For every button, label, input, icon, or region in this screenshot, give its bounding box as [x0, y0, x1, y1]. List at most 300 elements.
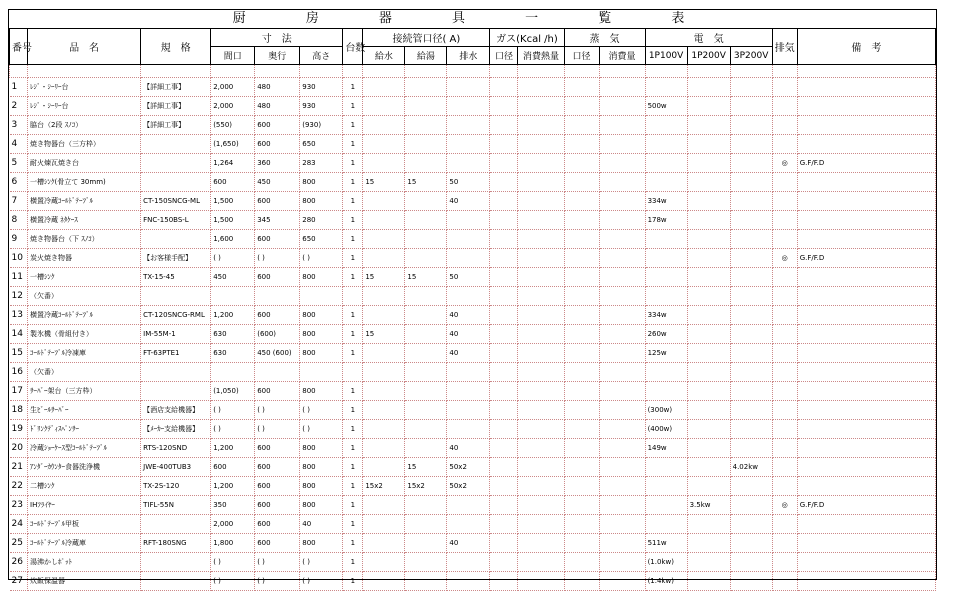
- item-name: ﾄﾞﾘﾝｸﾃﾞｨｽﾍﾟﾝｻｰ: [28, 420, 141, 439]
- row-number: 26: [10, 553, 28, 572]
- gas-port: [490, 401, 518, 420]
- row-number: 1: [10, 78, 28, 97]
- water-supply: [363, 572, 405, 591]
- item-spec: [141, 515, 211, 534]
- table-row: [10, 173, 936, 192]
- exhaust-mark: [772, 268, 797, 287]
- elec-1p100v: [645, 154, 687, 173]
- exhaust-mark: [772, 401, 797, 420]
- elec-1p100v: 260w: [645, 325, 687, 344]
- notes: [797, 439, 935, 458]
- dim-height: 800: [300, 458, 343, 477]
- water-supply: [363, 458, 405, 477]
- elec-1p100v: [645, 230, 687, 249]
- dim-width: 600: [211, 173, 255, 192]
- row-number: 10: [10, 249, 28, 268]
- dim-height: ( ): [300, 401, 343, 420]
- gas-consumption: [518, 420, 564, 439]
- gas-port: [490, 268, 518, 287]
- gas-port: [490, 344, 518, 363]
- header-water-supply: 給水: [363, 47, 405, 65]
- gas-port: [490, 230, 518, 249]
- notes: [797, 116, 935, 135]
- item-name: ｺｰﾙﾄﾞﾃｰﾌﾞﾙ甲板: [28, 515, 141, 534]
- dim-depth: [255, 363, 300, 382]
- gas-port: [490, 154, 518, 173]
- elec-1p200v: [687, 78, 730, 97]
- gas-port: [490, 287, 518, 306]
- row-number: 9: [10, 230, 28, 249]
- water-supply: [363, 249, 405, 268]
- elec-1p200v: 3.5kw: [687, 496, 730, 515]
- item-name: 耐火煉瓦焼き台: [28, 154, 141, 173]
- item-name: 脇台（2段 ｽﾉｺ）: [28, 116, 141, 135]
- row-number: 24: [10, 515, 28, 534]
- dim-depth: ( ): [255, 553, 300, 572]
- elec-1p100v: [645, 287, 687, 306]
- steam-port: [564, 515, 599, 534]
- table-row: [10, 78, 936, 97]
- steam-consumption: [599, 268, 645, 287]
- header-pipe: 接続管口径( A): [363, 29, 490, 47]
- table-row: [10, 553, 936, 572]
- drain: 40: [447, 344, 490, 363]
- exhaust-mark: [772, 230, 797, 249]
- gas-consumption: [518, 268, 564, 287]
- dim-width: (1,050): [211, 382, 255, 401]
- item-spec: 【詳細工事】: [141, 78, 211, 97]
- elec-1p200v: [687, 382, 730, 401]
- item-name: 製氷機（骨組付き）: [28, 325, 141, 344]
- steam-consumption: [599, 572, 645, 591]
- elec-3p200v: [730, 477, 772, 496]
- dim-height: 800: [300, 382, 343, 401]
- hot-water: [405, 534, 447, 553]
- hot-water: [405, 439, 447, 458]
- steam-port: [564, 192, 599, 211]
- dim-width: 630: [211, 344, 255, 363]
- drain: [447, 78, 490, 97]
- hot-water: [405, 344, 447, 363]
- gas-consumption: [518, 401, 564, 420]
- dim-depth: 600: [255, 458, 300, 477]
- row-number: 22: [10, 477, 28, 496]
- quantity: 1: [343, 306, 363, 325]
- exhaust-mark: [772, 382, 797, 401]
- header-steam-port: 口径: [564, 47, 599, 65]
- item-name: 二槽ｼﾝｸ: [28, 477, 141, 496]
- blank-row: [10, 65, 936, 78]
- notes: [797, 515, 935, 534]
- item-spec: FT-63PTE1: [141, 344, 211, 363]
- exhaust-mark: ◎: [772, 496, 797, 515]
- table-row: [10, 192, 936, 211]
- dim-width: 1,500: [211, 192, 255, 211]
- gas-port: [490, 135, 518, 154]
- row-number: 3: [10, 116, 28, 135]
- steam-port: [564, 401, 599, 420]
- dim-width: 1,500: [211, 211, 255, 230]
- quantity: 1: [343, 230, 363, 249]
- drain: [447, 211, 490, 230]
- dim-width: 1,800: [211, 534, 255, 553]
- gas-port: [490, 249, 518, 268]
- item-spec: [141, 382, 211, 401]
- dim-height: ( ): [300, 572, 343, 591]
- quantity: 1: [343, 477, 363, 496]
- elec-1p200v: [687, 553, 730, 572]
- header-dimensions: 寸 法: [211, 29, 343, 47]
- row-number: 13: [10, 306, 28, 325]
- item-name: 一槽ｼﾝｸ(骨立て 30mm): [28, 173, 141, 192]
- water-supply: [363, 382, 405, 401]
- water-supply: [363, 306, 405, 325]
- gas-consumption: [518, 344, 564, 363]
- notes: [797, 363, 935, 382]
- elec-1p200v: [687, 154, 730, 173]
- row-number: 15: [10, 344, 28, 363]
- header-steam-consumption: 消費量: [599, 47, 645, 65]
- hot-water: [405, 496, 447, 515]
- elec-1p100v: (1.4kw): [645, 572, 687, 591]
- drain: 40: [447, 325, 490, 344]
- drain: [447, 572, 490, 591]
- header-gas-port: 口径: [490, 47, 518, 65]
- steam-consumption: [599, 116, 645, 135]
- header-dim-depth: 奥行: [255, 47, 300, 65]
- exhaust-mark: [772, 116, 797, 135]
- elec-1p100v: [645, 249, 687, 268]
- drain: [447, 135, 490, 154]
- elec-1p100v: 334w: [645, 306, 687, 325]
- steam-port: [564, 439, 599, 458]
- dim-height: ( ): [300, 553, 343, 572]
- row-number: 2: [10, 97, 28, 116]
- elec-3p200v: [730, 515, 772, 534]
- dim-depth: 450: [255, 173, 300, 192]
- table-row: [10, 439, 936, 458]
- steam-consumption: [599, 230, 645, 249]
- elec-3p200v: [730, 344, 772, 363]
- hot-water: [405, 97, 447, 116]
- hot-water: [405, 78, 447, 97]
- dim-height: 800: [300, 173, 343, 192]
- header-notes: 備 考: [797, 29, 935, 65]
- table-row: [10, 382, 936, 401]
- drain: [447, 496, 490, 515]
- water-supply: [363, 154, 405, 173]
- exhaust-mark: [772, 287, 797, 306]
- row-number: 17: [10, 382, 28, 401]
- water-supply: [363, 135, 405, 154]
- elec-3p200v: [730, 287, 772, 306]
- gas-port: [490, 325, 518, 344]
- water-supply: [363, 230, 405, 249]
- gas-consumption: [518, 363, 564, 382]
- dim-width: ( ): [211, 553, 255, 572]
- steam-port: [564, 135, 599, 154]
- steam-port: [564, 230, 599, 249]
- elec-3p200v: [730, 401, 772, 420]
- dim-height: 650: [300, 135, 343, 154]
- water-supply: [363, 515, 405, 534]
- dim-height: 800: [300, 306, 343, 325]
- hot-water: [405, 192, 447, 211]
- row-number: 12: [10, 287, 28, 306]
- item-name: 冷蔵ｼｮｰｹｰｽ型ｺｰﾙﾄﾞﾃｰﾌﾞﾙ: [28, 439, 141, 458]
- gas-port: [490, 173, 518, 192]
- gas-consumption: [518, 97, 564, 116]
- dim-depth: ( ): [255, 420, 300, 439]
- water-supply: [363, 287, 405, 306]
- item-name: （欠番）: [28, 287, 141, 306]
- water-supply: [363, 534, 405, 553]
- gas-consumption: [518, 477, 564, 496]
- drain: 40: [447, 306, 490, 325]
- row-number: 23: [10, 496, 28, 515]
- dim-height: 800: [300, 325, 343, 344]
- hot-water: [405, 135, 447, 154]
- notes: [797, 477, 935, 496]
- dim-width: 2,000: [211, 78, 255, 97]
- steam-consumption: [599, 78, 645, 97]
- exhaust-mark: [772, 97, 797, 116]
- steam-port: [564, 268, 599, 287]
- row-number: 6: [10, 173, 28, 192]
- dim-depth: 600: [255, 135, 300, 154]
- elec-1p100v: 178w: [645, 211, 687, 230]
- table-row: [10, 401, 936, 420]
- notes: [797, 268, 935, 287]
- quantity: 1: [343, 268, 363, 287]
- dim-width: [211, 287, 255, 306]
- header-gas-consumption: 消費熱量: [518, 47, 564, 65]
- dim-depth: 600: [255, 230, 300, 249]
- steam-consumption: [599, 135, 645, 154]
- elec-3p200v: [730, 420, 772, 439]
- quantity: 1: [343, 496, 363, 515]
- quantity: 1: [343, 211, 363, 230]
- elec-3p200v: [730, 572, 772, 591]
- elec-1p200v: [687, 97, 730, 116]
- hot-water: [405, 363, 447, 382]
- item-spec: 【詳細工事】: [141, 116, 211, 135]
- steam-port: [564, 344, 599, 363]
- item-spec: 【酒店支給機器】: [141, 401, 211, 420]
- water-supply: [363, 78, 405, 97]
- hot-water: [405, 211, 447, 230]
- table-row: [10, 249, 936, 268]
- dim-depth: (600): [255, 325, 300, 344]
- gas-port: [490, 116, 518, 135]
- item-spec: TIFL-55N: [141, 496, 211, 515]
- exhaust-mark: [772, 420, 797, 439]
- steam-port: [564, 458, 599, 477]
- elec-3p200v: [730, 230, 772, 249]
- quantity: 1: [343, 515, 363, 534]
- exhaust-mark: [772, 135, 797, 154]
- gas-consumption: [518, 287, 564, 306]
- table-body: [10, 65, 936, 591]
- elec-3p200v: [730, 439, 772, 458]
- drain: 50x2: [447, 477, 490, 496]
- item-name: （欠番）: [28, 363, 141, 382]
- elec-3p200v: [730, 306, 772, 325]
- elec-1p100v: 334w: [645, 192, 687, 211]
- elec-1p100v: [645, 477, 687, 496]
- drain: [447, 287, 490, 306]
- steam-port: [564, 78, 599, 97]
- quantity: 1: [343, 78, 363, 97]
- dim-height: ( ): [300, 420, 343, 439]
- steam-consumption: [599, 306, 645, 325]
- row-number: 5: [10, 154, 28, 173]
- dim-width: 1,200: [211, 306, 255, 325]
- notes: G.F/F.D: [797, 154, 935, 173]
- dim-depth: 480: [255, 97, 300, 116]
- hot-water: [405, 572, 447, 591]
- item-spec: [141, 363, 211, 382]
- elec-1p100v: [645, 382, 687, 401]
- dim-height: 40: [300, 515, 343, 534]
- gas-consumption: [518, 135, 564, 154]
- table-row: [10, 477, 936, 496]
- steam-port: [564, 420, 599, 439]
- steam-port: [564, 553, 599, 572]
- elec-1p100v: [645, 173, 687, 192]
- gas-consumption: [518, 230, 564, 249]
- elec-1p200v: [687, 401, 730, 420]
- exhaust-mark: [772, 553, 797, 572]
- elec-3p200v: [730, 97, 772, 116]
- item-name: 横置冷蔵ｺｰﾙﾄﾞﾃｰﾌﾞﾙ: [28, 306, 141, 325]
- gas-port: [490, 572, 518, 591]
- elec-3p200v: [730, 116, 772, 135]
- table-row: [10, 344, 936, 363]
- water-supply: [363, 344, 405, 363]
- hot-water: [405, 553, 447, 572]
- gas-consumption: [518, 496, 564, 515]
- elec-1p200v: [687, 420, 730, 439]
- gas-port: [490, 439, 518, 458]
- table-row: [10, 97, 936, 116]
- elec-1p200v: [687, 268, 730, 287]
- dim-width: 1,200: [211, 477, 255, 496]
- header-dim-height: 高さ: [300, 47, 343, 65]
- notes: [797, 553, 935, 572]
- gas-consumption: [518, 458, 564, 477]
- row-number: 25: [10, 534, 28, 553]
- table-row: [10, 211, 936, 230]
- steam-port: [564, 496, 599, 515]
- drain: [447, 553, 490, 572]
- dim-width: (1,650): [211, 135, 255, 154]
- dim-width: 2,000: [211, 515, 255, 534]
- elec-1p100v: 500w: [645, 97, 687, 116]
- dim-depth: 600: [255, 496, 300, 515]
- dim-height: 930: [300, 97, 343, 116]
- quantity: 1: [343, 325, 363, 344]
- gas-port: [490, 553, 518, 572]
- quantity: 1: [343, 249, 363, 268]
- item-name: 炭火焼き物器: [28, 249, 141, 268]
- elec-1p200v: [687, 458, 730, 477]
- item-name: 生ﾋﾞｰﾙｻｰﾊﾞｰ: [28, 401, 141, 420]
- exhaust-mark: [772, 344, 797, 363]
- hot-water: [405, 515, 447, 534]
- steam-consumption: [599, 249, 645, 268]
- water-supply: [363, 553, 405, 572]
- notes: [797, 325, 935, 344]
- elec-1p100v: (300w): [645, 401, 687, 420]
- elec-3p200v: [730, 78, 772, 97]
- dim-depth: ( ): [255, 249, 300, 268]
- elec-1p200v: [687, 344, 730, 363]
- water-supply: [363, 97, 405, 116]
- elec-1p100v: [645, 363, 687, 382]
- water-supply: 15: [363, 173, 405, 192]
- elec-1p200v: [687, 211, 730, 230]
- sheet-title: 厨 房 器 具 一 覧 表: [232, 11, 713, 26]
- dim-width: 1,600: [211, 230, 255, 249]
- exhaust-mark: [772, 325, 797, 344]
- item-spec: TX-15-45: [141, 268, 211, 287]
- gas-port: [490, 458, 518, 477]
- hot-water: [405, 230, 447, 249]
- elec-1p200v: [687, 572, 730, 591]
- item-spec: [141, 135, 211, 154]
- gas-port: [490, 78, 518, 97]
- elec-1p100v: (400w): [645, 420, 687, 439]
- dim-depth: 600: [255, 306, 300, 325]
- dim-height: [300, 287, 343, 306]
- elec-3p200v: [730, 553, 772, 572]
- item-name: 横置冷蔵 ﾈﾀｹｰｽ: [28, 211, 141, 230]
- row-number: 21: [10, 458, 28, 477]
- notes: [797, 344, 935, 363]
- table-row: [10, 496, 936, 515]
- exhaust-mark: [772, 572, 797, 591]
- dim-width: 1,264: [211, 154, 255, 173]
- dim-height: 280: [300, 211, 343, 230]
- gas-port: [490, 515, 518, 534]
- item-spec: 【詳細工事】: [141, 97, 211, 116]
- item-spec: RTS-120SND: [141, 439, 211, 458]
- dim-height: (930): [300, 116, 343, 135]
- table-row: [10, 230, 936, 249]
- elec-3p200v: [730, 496, 772, 515]
- exhaust-mark: ◎: [772, 249, 797, 268]
- exhaust-mark: [772, 306, 797, 325]
- row-number: 27: [10, 572, 28, 591]
- water-supply: 15: [363, 268, 405, 287]
- dim-depth: 600: [255, 534, 300, 553]
- table-row: [10, 572, 936, 591]
- gas-port: [490, 382, 518, 401]
- water-supply: [363, 211, 405, 230]
- elec-3p200v: [730, 325, 772, 344]
- notes: [797, 230, 935, 249]
- steam-consumption: [599, 97, 645, 116]
- dim-height: 650: [300, 230, 343, 249]
- gas-consumption: [518, 173, 564, 192]
- item-spec: TX-2S-120: [141, 477, 211, 496]
- drain: [447, 154, 490, 173]
- dim-width: ( ): [211, 249, 255, 268]
- row-number: 19: [10, 420, 28, 439]
- item-name: ｺｰﾙﾄﾞﾃｰﾌﾞﾙ冷凍庫: [28, 344, 141, 363]
- drain: 50: [447, 268, 490, 287]
